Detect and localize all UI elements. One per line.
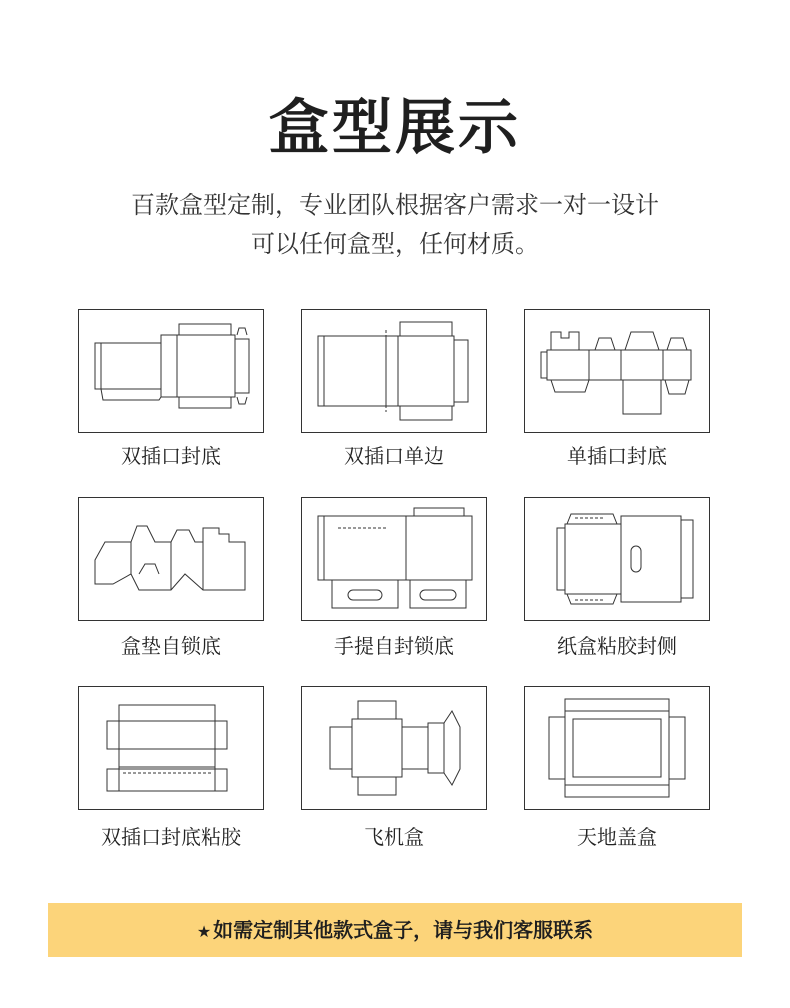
glued-side-box-diagram-icon [525, 498, 709, 620]
box-card-double-tuck-single-side[interactable] [301, 309, 487, 433]
box-card-handle-lock-bottom[interactable] [301, 497, 487, 621]
lid-base-box-diagram-icon [525, 687, 709, 809]
box-label: 双插口单边 [344, 444, 444, 468]
double-tuck-single-side-diagram-icon [302, 310, 486, 432]
box-label: 单插口封底 [567, 444, 667, 468]
box-label: 双插口封底 [121, 444, 221, 468]
handle-lock-bottom-diagram-icon [302, 498, 486, 620]
box-card-glued-side[interactable] [524, 497, 710, 621]
box-card-single-tuck-bottom[interactable] [524, 309, 710, 433]
box-label: 盒垫自锁底 [121, 634, 221, 658]
box-card-lid-base-box[interactable] [524, 686, 710, 810]
star-icon: ★ [196, 922, 212, 941]
box-label: 飞机盒 [364, 825, 424, 849]
page-title: 盒型展示 [269, 93, 521, 163]
page-subtitle-line2: 可以任何盒型，任何材质。 [251, 230, 539, 258]
box-label: 手提自封锁底 [334, 634, 454, 658]
double-tuck-bottom-diagram-icon [79, 310, 263, 432]
page-subtitle-line1: 百款盒型定制，专业团队根据客户需求一对一设计 [131, 191, 659, 219]
single-tuck-bottom-diagram-icon [525, 310, 709, 432]
box-card-box-pad-lock-bottom[interactable] [78, 497, 264, 621]
mailer-box-diagram-icon [302, 687, 486, 809]
box-card-mailer-box[interactable] [301, 686, 487, 810]
box-label: 天地盖盒 [577, 825, 657, 849]
box-pad-lock-bottom-diagram-icon [79, 498, 263, 620]
box-card-double-tuck-bottom[interactable] [78, 309, 264, 433]
contact-notice: 如需定制其他款式盒子，请与我们客服联系 [213, 918, 594, 942]
contact-banner[interactable] [48, 903, 742, 957]
box-card-double-tuck-glued[interactable] [78, 686, 264, 810]
double-tuck-glued-diagram-icon [79, 687, 263, 809]
box-label: 纸盒粘胶封侧 [557, 634, 677, 658]
box-label: 双插口封底粘胶 [101, 825, 241, 849]
